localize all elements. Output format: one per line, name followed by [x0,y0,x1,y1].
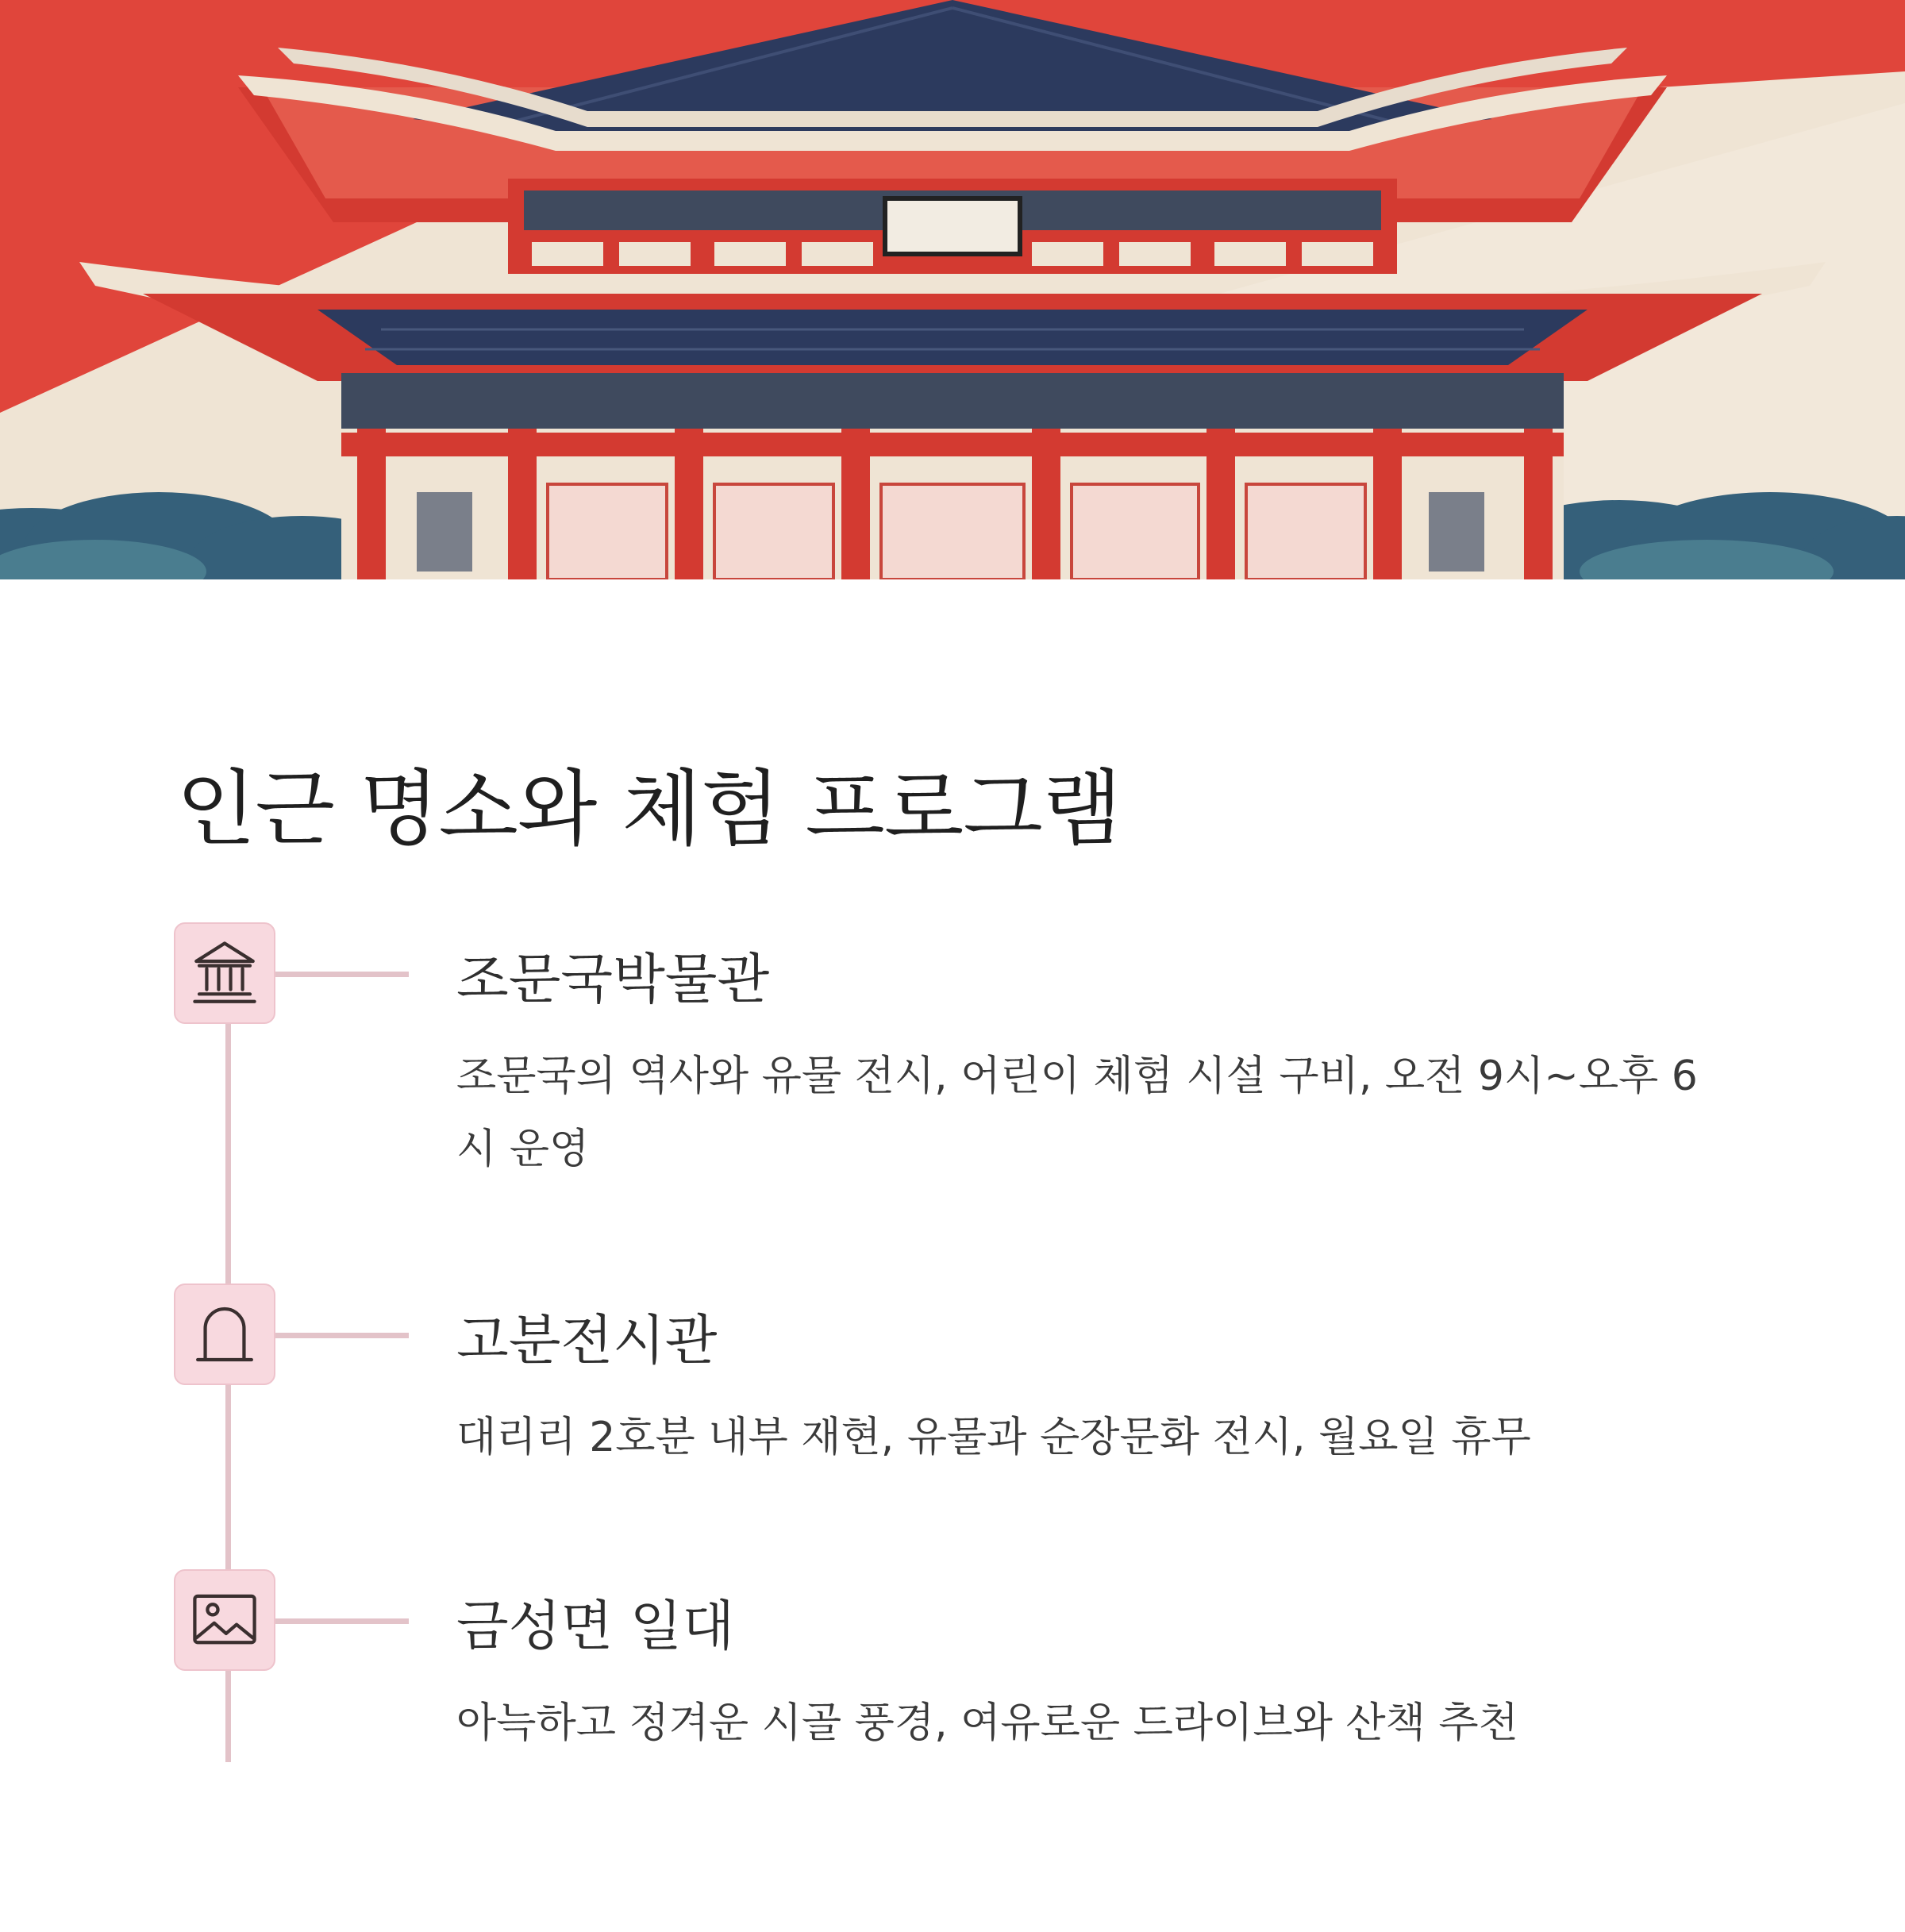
attraction-description: 아늑하고 정겨운 시골 풍경, 여유로운 드라이브와 산책 추천 [456,1699,1518,1747]
hero-palace-illustration [0,0,1905,579]
museum-icon [187,936,262,1010]
timeline-vertical-line [225,1671,231,1762]
timeline-connector [274,1618,409,1624]
attraction-description: 대리리 2호분 내부 재현, 유물과 순장문화 전시, 월요일 휴무 [456,1414,1531,1461]
page-title: 인근 명소와 체험 프로그램 [176,760,1122,857]
landscape-image-icon [187,1583,262,1657]
attraction-title: 조문국박물관 [456,949,770,1011]
tomb-arch-icon [187,1297,262,1372]
timeline-vertical-line [225,1024,231,1286]
attraction-description: 조문국의 역사와 유물 전시, 어린이 체험 시설 구비, 오전 9시~오후 6시 운영 [456,1053,1698,1173]
attraction-title: 고분전시관 [456,1310,718,1372]
attraction-icon-box [174,922,275,1024]
timeline-vertical-line [225,1385,231,1572]
timeline-connector [274,1333,409,1338]
attraction-icon-box [174,1284,275,1385]
attraction-title: 금성면 일대 [456,1595,735,1658]
attraction-icon-box [174,1569,275,1671]
palace-illustration [0,0,1905,579]
timeline-connector [274,972,409,977]
